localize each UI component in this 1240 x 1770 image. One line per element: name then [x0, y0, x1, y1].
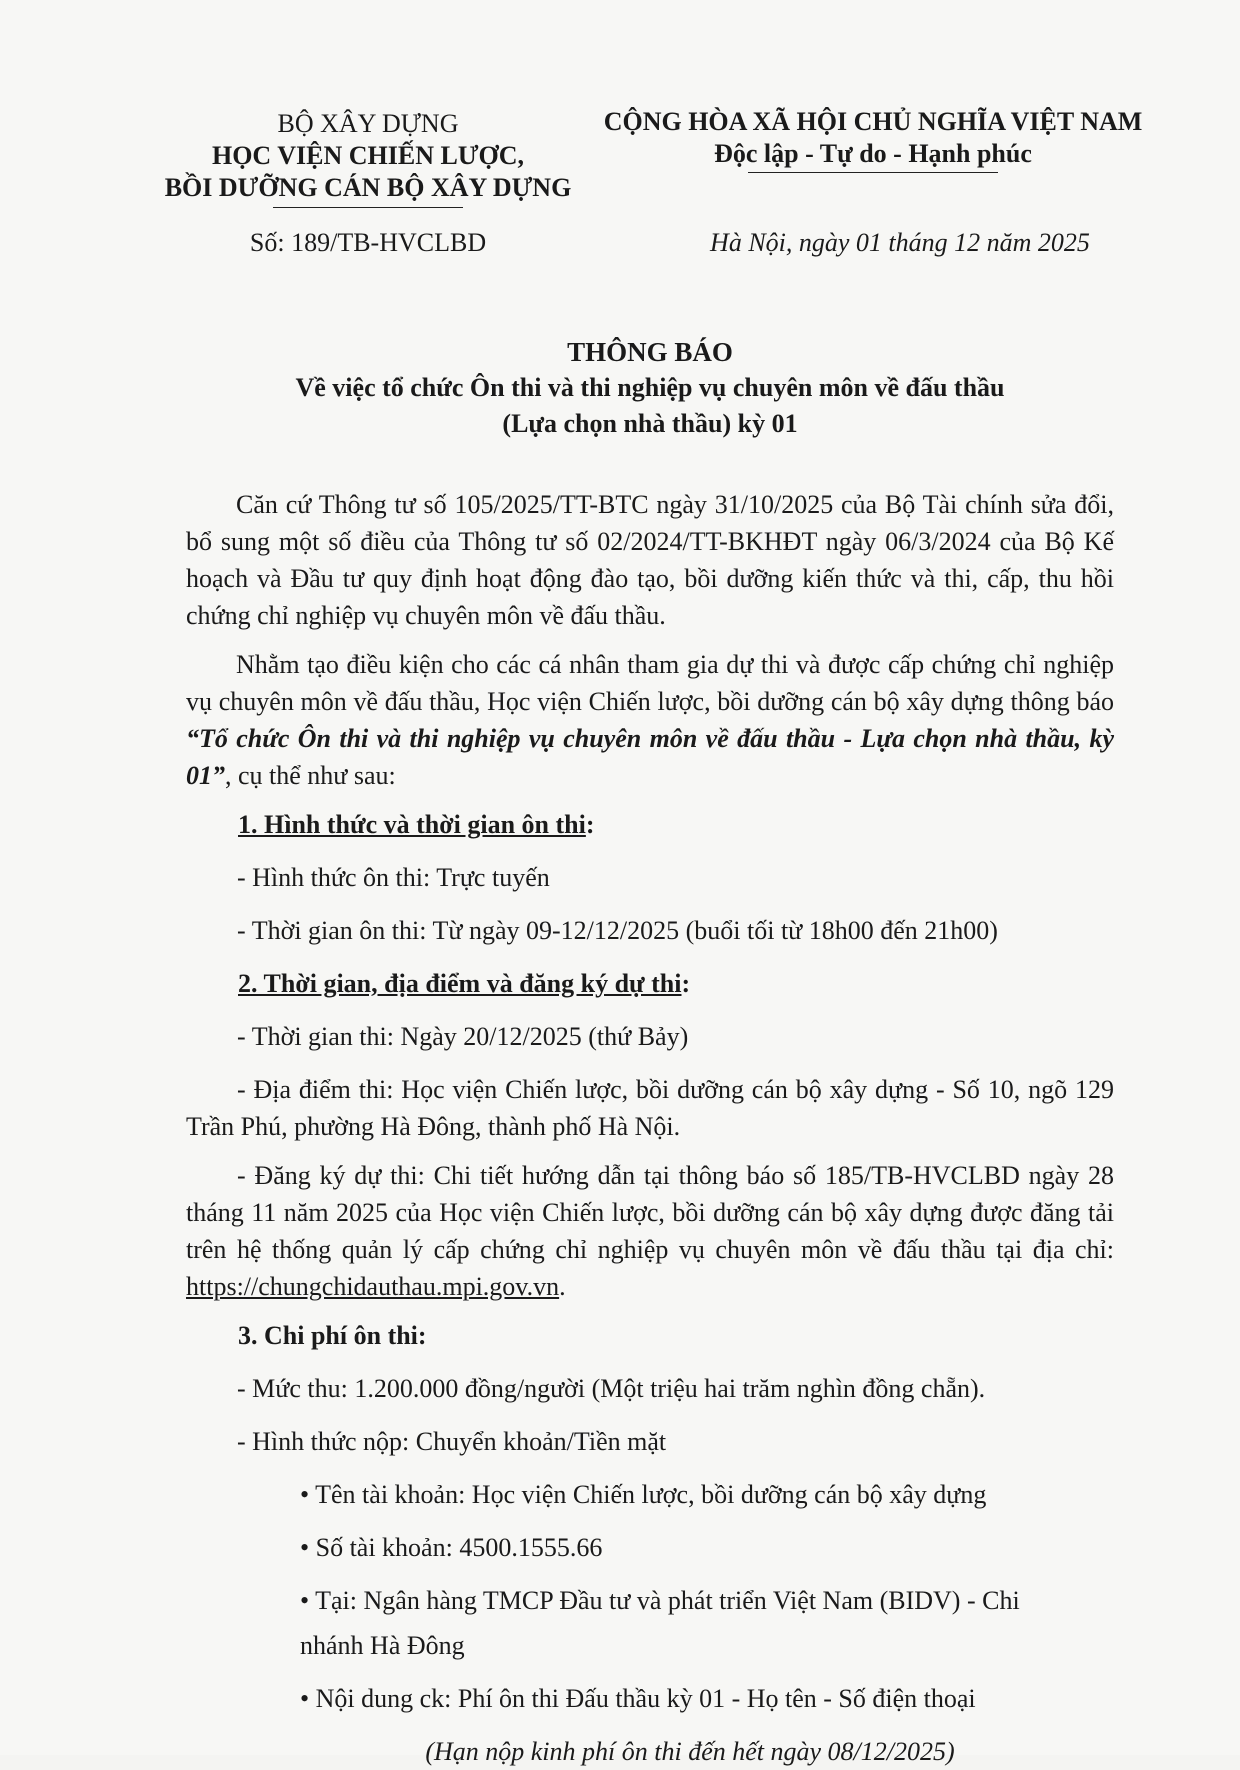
issuer-underline	[273, 207, 463, 208]
review-time: - Thời gian ôn thi: Từ ngày 09-12/12/2025 (buổi tối từ 18h00 đến 21h00)	[237, 916, 998, 945]
motto-underline	[748, 172, 998, 173]
section-3-heading: 3. Chi phí ôn thi:	[238, 1321, 427, 1350]
exam-time: - Thời gian thi: Ngày 20/12/2025 (thứ Bảy)	[237, 1022, 689, 1051]
section-1-title: 1. Hình thức và thời gian ôn thi	[238, 810, 586, 839]
registration-link[interactable]: https://chungchidauthau.mpi.gov.vn	[186, 1272, 560, 1301]
payment-method: - Hình thức nộp: Chuyển khoản/Tiền mặt	[237, 1427, 667, 1456]
transfer-content: • Nội dung ck: Phí ôn thi Đấu thầu kỳ 01 - Họ tên - Số điện thoại	[300, 1684, 976, 1713]
bank-line2: nhánh Hà Đông	[300, 1631, 465, 1660]
title-block	[180, 334, 1120, 442]
fee-amount: - Mức thu: 1.200.000 đồng/người (Một triệu hai trăm nghìn đồng chẵn).	[237, 1374, 986, 1403]
account-number: • Số tài khoản: 4500.1555.66	[300, 1533, 603, 1562]
purpose-paragraph	[186, 646, 1114, 794]
exam-location: - Địa điểm thi: Học viện Chiến lược, bồi dưỡng cán bộ xây dựng - Số 10, ngõ 129 Trần Phú, phường Hà Đông, thành phố Hà Nội.	[186, 1075, 1114, 1141]
legal-basis-paragraph: Căn cứ Thông tư số 105/2025/TT-BTC ngày 31/10/2025 của Bộ Tài chính sửa đổi, bổ sung một số điều của Thông tư số 02/2024/TT-BKHĐT ngày 06/3/2024 của Bộ Kế hoạch và Đầu tư quy định hoạt động đào tạo, bồi dưỡng kiến thức và thi, cấp, thu hồi chứng chỉ nghiệp vụ chuyên môn về đấu thầu.	[186, 490, 1114, 630]
section-2-colon: :	[681, 969, 691, 998]
document-number: Số: 189/TB-HVCLBD	[249, 228, 487, 257]
section-2-title: 2. Thời gian, địa điểm và đăng ký dự thi	[238, 969, 682, 998]
republic-name: CỘNG HÒA XÃ HỘI CHỦ NGHĨA VIỆT NAM	[603, 107, 1143, 136]
bank-line1: • Tại: Ngân hàng TMCP Đầu tư và phát triển Việt Nam (BIDV) - Chi	[300, 1586, 1020, 1615]
place-and-date: Hà Nội, ngày 01 tháng 12 năm 2025	[710, 228, 1090, 257]
document-body	[186, 486, 1114, 1770]
subject-line2: (Lựa chọn nhà thầu) kỳ 01	[502, 409, 798, 438]
purpose-text-end: , cụ thể như sau:	[225, 761, 396, 790]
section-1-heading	[186, 806, 1114, 843]
payment-deadline-note: (Hạn nộp kinh phí ôn thi đến hết ngày 08/12/2025)	[425, 1737, 955, 1766]
registration-text: - Đăng ký dự thi: Chi tiết hướng dẫn tại thông báo số 185/TB-HVCLBD ngày 28 tháng 11 năm 2025 của Học viện Chiến lược, bồi dưỡng cán bộ xây dựng được đăng tải trên hệ thống quản lý cấp chứng chỉ nghiệp vụ chuyên môn về đấu thầu tại địa chỉ:	[186, 1161, 1114, 1264]
ministry-name: BỘ XÂY DỰNG	[277, 109, 459, 138]
review-format: - Hình thức ôn thi: Trực tuyến	[237, 863, 550, 892]
institute-name-line1: HỌC VIỆN CHIẾN LƯỢC,	[211, 141, 525, 170]
section-2-heading	[186, 965, 1114, 1002]
registration-period: .	[559, 1272, 566, 1301]
program-title-quote: “Tổ chức Ôn thi và thi nghiệp vụ chuyên môn về đấu thầu - Lựa chọn nhà thầu, kỳ 01”	[186, 724, 1114, 790]
document-title: THÔNG BÁO	[567, 337, 733, 367]
exam-registration	[186, 1157, 1114, 1305]
purpose-text: Nhằm tạo điều kiện cho các cá nhân tham gia dự thi và được cấp chứng chỉ nghiệp vụ chuyên môn về đấu thầu, Học viện Chiến lược, bồi dưỡng cán bộ xây dựng thông báo	[186, 650, 1114, 716]
national-motto: Độc lập - Tự do - Hạnh phúc	[714, 139, 1032, 168]
national-header	[568, 106, 1178, 173]
account-name: • Tên tài khoản: Học viện Chiến lược, bồi dưỡng cán bộ xây dựng	[300, 1480, 987, 1509]
institute-name-line2: BỒI DƯỠNG CÁN BỘ XÂY DỰNG	[164, 173, 572, 202]
section-1-colon: :	[585, 810, 595, 839]
issuer-block	[118, 108, 618, 208]
subject-line1: Về việc tổ chức Ôn thi và thi nghiệp vụ chuyên môn về đấu thầu	[295, 373, 1005, 402]
